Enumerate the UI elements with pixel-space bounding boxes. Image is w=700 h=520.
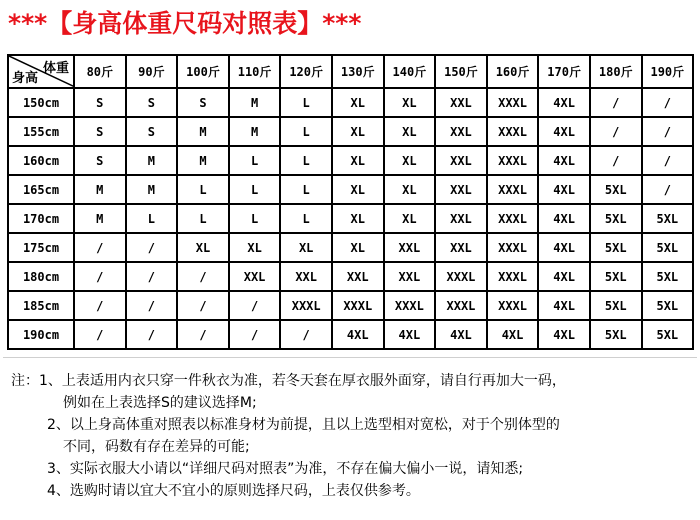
size-cell: / [590, 88, 642, 117]
note-2: 2、以上身高体重对照表以标准身材为前提，且以上选型相对宽松，对于个别体型的 [47, 417, 560, 433]
size-cell: / [642, 117, 694, 146]
note-1: 注：1、上表适用内衣只穿一件秋衣为准，若冬天套在厚衣服外面穿，请自行再加大一码， [11, 373, 566, 389]
size-cell: XXXL [487, 291, 539, 320]
size-cell: M [229, 88, 281, 117]
weight-header-cell: 110斤 [229, 55, 281, 88]
size-cell: XL [332, 233, 384, 262]
size-cell: XXXL [435, 262, 487, 291]
size-chart-body [8, 88, 693, 349]
size-cell: / [642, 146, 694, 175]
size-cell: / [126, 291, 178, 320]
size-cell: M [229, 117, 281, 146]
size-cell: 5XL [590, 233, 642, 262]
size-cell: L [229, 175, 281, 204]
size-cell: 4XL [538, 117, 590, 146]
size-cell: S [177, 88, 229, 117]
weight-header-cell: 170斤 [538, 55, 590, 88]
size-cell: S [74, 146, 126, 175]
size-cell: / [590, 146, 642, 175]
size-cell: XXL [435, 175, 487, 204]
table-row [8, 175, 693, 204]
height-row-header: 165cm [8, 175, 74, 204]
size-cell: XL [332, 117, 384, 146]
size-cell: 4XL [538, 320, 590, 349]
note-1-continued: 例如在上表选择S的建议选择M; [63, 395, 257, 411]
size-cell: 5XL [642, 262, 694, 291]
size-cell: XXXL [332, 291, 384, 320]
size-cell: S [74, 88, 126, 117]
size-cell: 4XL [384, 320, 436, 349]
size-cell: M [74, 204, 126, 233]
corner-cell [8, 55, 74, 88]
size-cell: XL [384, 204, 436, 233]
size-cell: XXXL [487, 233, 539, 262]
size-chart-table [7, 54, 694, 350]
weight-header-cell: 80斤 [74, 55, 126, 88]
size-cell: 4XL [538, 146, 590, 175]
size-cell: 4XL [538, 291, 590, 320]
height-row-header: 180cm [8, 262, 74, 291]
height-row-header: 155cm [8, 117, 74, 146]
size-cell: 4XL [332, 320, 384, 349]
size-cell: XXL [435, 117, 487, 146]
size-cell: 5XL [590, 262, 642, 291]
size-cell: / [177, 262, 229, 291]
size-cell: XXXL [487, 146, 539, 175]
size-cell: XL [384, 117, 436, 146]
weight-header-cell: 150斤 [435, 55, 487, 88]
size-cell: XL [384, 88, 436, 117]
size-cell: 4XL [538, 175, 590, 204]
table-row [8, 262, 693, 291]
size-cell: XL [384, 146, 436, 175]
size-cell: M [177, 117, 229, 146]
weight-header-cell: 180斤 [590, 55, 642, 88]
weight-header-cell: 90斤 [126, 55, 178, 88]
table-row [8, 204, 693, 233]
weight-header-cell: 100斤 [177, 55, 229, 88]
size-cell: XL [229, 233, 281, 262]
size-cell: / [280, 320, 332, 349]
notes-section [3, 357, 697, 518]
height-row-header: 175cm [8, 233, 74, 262]
table-row [8, 291, 693, 320]
height-row-header: 190cm [8, 320, 74, 349]
size-cell: M [126, 175, 178, 204]
weight-header-cell: 160斤 [487, 55, 539, 88]
size-cell: XL [280, 233, 332, 262]
size-cell: 5XL [642, 204, 694, 233]
size-cell: XL [332, 204, 384, 233]
size-cell: XXL [229, 262, 281, 291]
height-row-header: 185cm [8, 291, 74, 320]
size-cell: / [229, 320, 281, 349]
size-cell: XXXL [384, 291, 436, 320]
size-cell: 5XL [590, 204, 642, 233]
size-cell: / [642, 88, 694, 117]
size-cell: 4XL [538, 88, 590, 117]
table-row [8, 233, 693, 262]
table-row [8, 88, 693, 117]
size-cell: / [126, 320, 178, 349]
size-cell: XXXL [487, 117, 539, 146]
size-cell: XXL [384, 262, 436, 291]
size-chart-table-wrap [7, 54, 693, 342]
size-cell: L [280, 117, 332, 146]
size-cell: XXXL [280, 291, 332, 320]
size-cell: S [74, 117, 126, 146]
size-cell: XXL [435, 146, 487, 175]
size-cell: S [126, 88, 178, 117]
size-cell: M [126, 146, 178, 175]
size-cell: M [74, 175, 126, 204]
size-cell: XXL [384, 233, 436, 262]
size-cell: 5XL [590, 291, 642, 320]
size-cell: / [177, 291, 229, 320]
weight-axis-label: 体重 [42, 61, 69, 76]
size-cell: / [126, 233, 178, 262]
size-cell: L [229, 204, 281, 233]
height-row-header: 170cm [8, 204, 74, 233]
size-cell: XXXL [435, 291, 487, 320]
size-cell: L [177, 204, 229, 233]
size-cell: 5XL [590, 320, 642, 349]
size-cell: XXL [435, 88, 487, 117]
size-cell: / [126, 262, 178, 291]
height-row-header: 160cm [8, 146, 74, 175]
size-cell: / [229, 291, 281, 320]
table-row [8, 117, 693, 146]
height-row-header: 150cm [8, 88, 74, 117]
size-cell: XL [332, 175, 384, 204]
size-cell: XXL [280, 262, 332, 291]
size-cell: 5XL [642, 320, 694, 349]
weight-header-cell: 130斤 [332, 55, 384, 88]
size-cell: L [126, 204, 178, 233]
size-cell: / [177, 320, 229, 349]
size-cell: XXXL [487, 262, 539, 291]
weight-header-row [8, 55, 693, 88]
size-cell: XXXL [487, 88, 539, 117]
table-row [8, 146, 693, 175]
size-cell: XXXL [487, 175, 539, 204]
size-cell: XL [177, 233, 229, 262]
size-cell: S [126, 117, 178, 146]
size-cell: XXL [435, 204, 487, 233]
size-cell: L [280, 175, 332, 204]
size-cell: L [280, 146, 332, 175]
size-cell: 5XL [590, 175, 642, 204]
size-cell: 4XL [538, 204, 590, 233]
size-cell: / [74, 320, 126, 349]
weight-header-cell: 140斤 [384, 55, 436, 88]
size-cell: L [280, 88, 332, 117]
size-cell: / [74, 291, 126, 320]
size-cell: XL [332, 146, 384, 175]
size-cell: L [280, 204, 332, 233]
page-title: ***【身高体重尺码对照表】*** [8, 9, 362, 38]
weight-header-cell: 120斤 [280, 55, 332, 88]
size-cell: L [229, 146, 281, 175]
note-3: 3、实际衣服大小请以“详细尺码对照表”为准，不存在偏大偏小一说，请知悉; [47, 461, 524, 477]
note-4: 4、选购时请以宜大不宜小的原则选择尺码，上表仅供参考。 [47, 483, 420, 499]
size-cell: / [590, 117, 642, 146]
size-cell: 4XL [538, 262, 590, 291]
notes-list [11, 370, 695, 502]
size-cell: 4XL [435, 320, 487, 349]
note-2-continued: 不同，码数有存在差异的可能; [63, 439, 250, 455]
size-cell: 5XL [642, 291, 694, 320]
height-axis-label: 身高 [12, 71, 39, 86]
weight-header-cell: 190斤 [642, 55, 694, 88]
size-cell: XXL [435, 233, 487, 262]
table-row [8, 320, 693, 349]
size-cell: XXL [332, 262, 384, 291]
size-cell: 4XL [487, 320, 539, 349]
size-cell: L [177, 175, 229, 204]
size-cell: M [177, 146, 229, 175]
size-cell: / [74, 262, 126, 291]
size-cell: XL [332, 88, 384, 117]
size-cell: XL [384, 175, 436, 204]
size-cell: / [642, 175, 694, 204]
size-cell: XXXL [487, 204, 539, 233]
size-cell: 5XL [642, 233, 694, 262]
size-cell: 4XL [538, 233, 590, 262]
size-cell: / [74, 233, 126, 262]
